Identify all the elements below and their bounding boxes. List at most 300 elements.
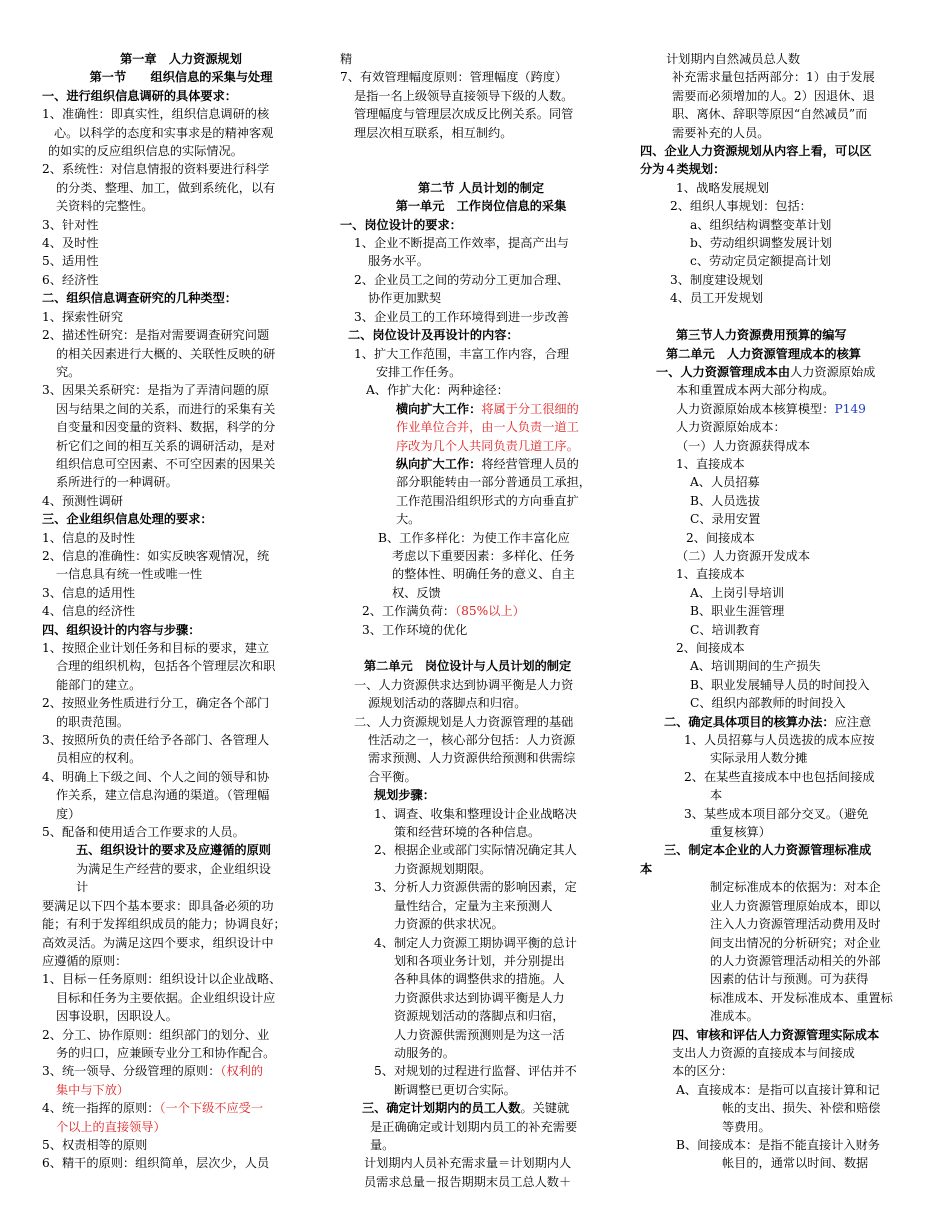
line-text: 第二单元 岗位设计与人员计划的制定: [364, 659, 572, 674]
line-text: 2、间接成本: [686, 530, 755, 545]
text-line: [42, 142, 320, 160]
line-text: 第一节 组织信息的采集与处理: [89, 70, 273, 85]
text-line: [340, 676, 622, 694]
heading-line: [640, 841, 920, 859]
line-text: 第一章 人力资源规划: [120, 52, 242, 66]
text-line: [340, 694, 622, 712]
line-continuation: 。关键就: [520, 1101, 570, 1116]
line-continuation: 将经营管理人员的: [481, 456, 579, 471]
text-line: [340, 731, 622, 749]
text-line: [640, 529, 920, 547]
line-text: b、劳动组织调整发展计划: [690, 236, 832, 251]
text-line: [42, 529, 320, 547]
text-line: [340, 768, 622, 786]
line-text: 2、系统性：对信息情报的资料要进行科学: [42, 162, 270, 177]
text-line: [640, 934, 920, 952]
text-line: [340, 437, 622, 455]
text-line: [340, 124, 622, 142]
text-line: [42, 455, 320, 473]
text-line: [42, 584, 320, 602]
text-line: [640, 437, 920, 455]
text-line: [340, 915, 622, 933]
text-line: [42, 1026, 320, 1044]
highlight-text: 集中与下放）: [56, 1082, 130, 1097]
line-text: B、工作多样化：为使工作丰富化应: [378, 530, 570, 545]
text-line: [640, 584, 920, 602]
text-line: [340, 234, 622, 252]
text-line: [340, 252, 622, 270]
text-line: [42, 234, 320, 252]
text-line: [640, 105, 920, 123]
text-line: [640, 676, 920, 694]
text-line: [340, 142, 622, 160]
line-text: 员需求总量－报告期期末员工总人数＋: [364, 1174, 572, 1189]
text-line: [640, 897, 920, 915]
line-text: 4、及时性: [42, 236, 99, 251]
heading-line: [640, 860, 920, 878]
line-text: 心。以科学的态度和实事求是的精神客观: [54, 125, 274, 140]
text-line: [340, 363, 622, 381]
line-text: 划和各项业务计划，并分别提出: [394, 953, 565, 968]
line-text: 2、信息的准确性：如实反映客观情况，统: [42, 548, 270, 563]
line-text: 间支出情况的分析研究；对企业: [710, 935, 881, 950]
line-text: 一、进行组织信息调研的具体要求：: [42, 88, 237, 103]
line-text: 5、适用性: [42, 254, 99, 269]
line-text: 因事设职，因职设人。: [56, 1009, 178, 1024]
line-text: 究。: [56, 364, 81, 379]
text-line: [340, 1136, 622, 1154]
line-text: 2、在某些直接成本中也包括间接成: [684, 769, 875, 784]
text-line: [340, 308, 622, 326]
line-text: 五、组织设计的要求及应遵循的原则: [76, 843, 271, 858]
line-text: 3、统一领导、分级管理的原则：: [42, 1064, 221, 1079]
text-line: [640, 492, 920, 510]
line-text: 2、分工、协作原则：组织部门的划分、业: [42, 1027, 270, 1042]
line-text: 各种具体的调整供求的措施。人: [394, 972, 565, 987]
text-line: [42, 1007, 320, 1025]
line-text: 1、目标－任务原则：组织设计以企业战略、: [42, 972, 282, 987]
heading-line: [640, 363, 920, 381]
text-line: [640, 621, 920, 639]
line-text: 作关系，建立信息沟通的渠道。（管理幅: [56, 788, 270, 803]
line-text: 注入人力资源管理活动费用及时: [710, 917, 881, 932]
line-text: 等费用。: [722, 1119, 771, 1134]
line-text: 本的区分：: [672, 1064, 733, 1079]
heading-line: [42, 621, 320, 639]
line-text: 规划步骤：: [374, 788, 435, 803]
line-text: 人力资源原始成本核算模型：: [676, 401, 835, 416]
line-text: （一）人力资源获得成本: [676, 438, 811, 453]
text-line: [640, 216, 920, 234]
text-line: [640, 970, 920, 988]
line-text: 四、审核和评估人力资源管理实际成本: [672, 1027, 880, 1042]
text-line: [640, 989, 920, 1007]
line-text: 2、按照业务性质进行分工，确定各个部门: [42, 696, 270, 711]
line-text: 能部门的建立。: [56, 677, 142, 692]
text-line: [640, 1044, 920, 1062]
text-line: [640, 50, 920, 68]
heading-line: [340, 326, 622, 344]
heading-line: [640, 1026, 920, 1044]
text-line: [340, 897, 622, 915]
text-line: [640, 915, 920, 933]
text-line: [42, 437, 320, 455]
line-text: 量。: [370, 1137, 395, 1152]
text-line: [340, 934, 622, 952]
text-line: [42, 1062, 320, 1080]
line-text: 帐目的，通常以时间、数据: [722, 1156, 869, 1171]
line-text: 要满足以下四个基本要求：即具备必须的功: [42, 898, 274, 913]
text-line: [340, 860, 622, 878]
text-line: [42, 786, 320, 804]
line-text: 需求预测、人力资源供给预测和供需综: [368, 751, 576, 766]
text-line: [340, 1007, 622, 1025]
line-text: 人力资源供需预测则是为这一活: [394, 1027, 565, 1042]
highlight-text: （一个下级不应受一: [159, 1101, 264, 1116]
heading-line: [42, 841, 320, 859]
line-text: 关资料的完整性。: [56, 199, 154, 214]
text-line: [42, 473, 320, 491]
line-text: 力资源供求达到协调平衡是人力: [394, 990, 565, 1005]
text-line: [42, 731, 320, 749]
text-line: [340, 492, 622, 510]
line-text: 是指一名上级领导直接领导下级的人数。: [354, 88, 574, 103]
text-line: [640, 234, 920, 252]
line-text: 因与结果之间的关系，而进行的采集有关: [56, 401, 276, 416]
text-line: [640, 547, 920, 565]
text-line: [42, 418, 320, 436]
line-text: 1、企业不断提高工作效率，提高产出与: [354, 236, 569, 251]
line-text: 一、人力资源管理成本由: [656, 364, 791, 379]
line-text: B、间接成本：是指不能直接计入财务: [676, 1137, 880, 1152]
text-line: [42, 676, 320, 694]
line-text: 三、确定计划期内的员工人数: [362, 1101, 521, 1116]
text-line: [42, 345, 320, 363]
text-line: [640, 68, 920, 86]
line-text: 目标和任务为主要依据。企业组织设计应: [56, 990, 276, 1005]
highlight-text: 个以上的直接领导）: [56, 1119, 166, 1134]
text-line: [42, 639, 320, 657]
text-line: [640, 197, 920, 215]
line-text: 析它们之间的相互关系的调研活动，是对: [56, 438, 276, 453]
text-line: [340, 621, 622, 639]
text-line: [340, 639, 622, 657]
line-text: 部分职能转由一部分普通员工承担，: [396, 475, 591, 490]
line-text: 4、制定人力资源工期协调平衡的总计: [374, 935, 577, 950]
text-line: [640, 657, 920, 675]
line-text: 3、信息的适用性: [42, 585, 136, 600]
line-text: （二）人力资源开发成本: [676, 548, 811, 563]
line-text: 需要而必须增加的人。2）因退休、退: [672, 88, 875, 103]
line-text: 第一单元 工作岗位信息的采集: [395, 199, 567, 214]
text-line: [640, 768, 920, 786]
line-text: 准成本。: [710, 1009, 759, 1024]
text-line: [42, 252, 320, 270]
line-text: 的整体性、明确任务的意义、自主: [392, 567, 575, 582]
heading-line: [640, 160, 920, 178]
line-text: 需要补充的人员。: [672, 125, 770, 140]
line-text: A、人员招募: [690, 475, 760, 490]
line-text: 源规划活动的落脚点和归宿。: [368, 696, 527, 711]
line-text: 力资源的供求状况。: [394, 917, 504, 932]
text-line: [42, 897, 320, 915]
line-text: A、直接成本：是指可以直接计算和记: [676, 1082, 880, 1097]
line-text: 三、制定本企业的人力资源管理标准成: [664, 843, 872, 858]
text-line: [340, 455, 622, 473]
line-text: A、上岗引导培训: [690, 585, 785, 600]
text-line: [340, 602, 622, 620]
line-text: 2、组织人事规划：包括：: [670, 199, 812, 214]
text-line: [42, 1118, 320, 1136]
line-text: 的相关因素进行大概的、关联性反映的研: [56, 346, 276, 361]
line-text: 计: [76, 880, 89, 895]
text-line: [42, 1154, 320, 1172]
text-line: [640, 952, 920, 970]
line-text: 一、岗位设计的要求：: [340, 217, 462, 232]
text-line: [340, 160, 622, 178]
text-line: [640, 823, 920, 841]
line-text: 3、针对性: [42, 217, 99, 232]
heading-line: [340, 657, 622, 675]
text-line: [42, 1044, 320, 1062]
line-text: C、组织内部教师的时间投入: [690, 696, 846, 711]
line-text: 安排工作任务。: [376, 364, 462, 379]
line-text: 横向扩大工作：: [396, 401, 482, 416]
line-text: 性活动之一，核心部分包括：人力资源: [368, 733, 576, 748]
text-line: [640, 602, 920, 620]
line-text: 4、员工开发规划: [670, 291, 764, 306]
text-line: [340, 510, 622, 528]
line-text: 3、分析人力资源供需的影响因素，定: [374, 880, 577, 895]
line-text: 3、制度建设规划: [670, 272, 764, 287]
line-text: 为满足生产经营的要求，企业组织设: [76, 861, 271, 876]
line-text: 7、有效管理幅度原则：管理幅度（跨度）: [340, 70, 568, 85]
line-text: 3、企业员工的工作环境得到进一步改善: [354, 309, 569, 324]
line-text: 因素的估计与预测。可为获得: [710, 972, 869, 987]
text-line: [42, 565, 320, 583]
text-line: [42, 989, 320, 1007]
text-line: [42, 952, 320, 970]
line-text: 员相应的权利。: [56, 751, 142, 766]
line-text: 四、企业人力资源规划从内容上看，可以区: [640, 144, 872, 159]
text-line: [42, 768, 320, 786]
line-continuation: 应注意: [834, 714, 872, 729]
line-text: 一、人力资源供求达到协调平衡是人力资: [354, 677, 574, 692]
line-text: 1、直接成本: [676, 567, 745, 582]
line-text: 务的归口，应兼顾专业分工和协作配合。: [56, 1045, 276, 1060]
text-line: [640, 308, 920, 326]
highlight-text: 将属于分工很细的: [481, 401, 579, 416]
line-text: 4、统一指挥的原则：: [42, 1101, 160, 1116]
heading-line: [42, 510, 320, 528]
heading-line: [42, 50, 320, 68]
text-line: [340, 271, 622, 289]
line-text: 职、离休、辞职等原因“自然减员”而: [672, 107, 868, 122]
text-line: [340, 289, 622, 307]
line-text: 权、反馈: [392, 585, 441, 600]
text-line: [42, 694, 320, 712]
text-line: [640, 124, 920, 142]
line-text: 度）: [56, 806, 81, 821]
line-text: 1、探索性研究: [42, 309, 123, 324]
line-text: 第二单元 人力资源管理成本的核算: [666, 346, 861, 361]
text-line: [42, 713, 320, 731]
line-text: 6、精干的原则：组织简单，层次少，人员: [42, 1156, 270, 1171]
text-line: [340, 841, 622, 859]
line-text: 第二节 人员计划的制定: [417, 180, 545, 195]
line-text: 二、人力资源规划是人力资源管理的基础: [354, 714, 574, 729]
text-line: [340, 1173, 622, 1191]
line-text: 考虑以下重要因素：多样化、任务: [392, 548, 575, 563]
line-text: 本: [640, 861, 653, 876]
text-line: [42, 602, 320, 620]
line-text: 2、间接成本: [676, 641, 745, 655]
line-text: 管理幅度与管理层次成反比例关系。同管: [354, 107, 574, 122]
line-text: 标准成本、开发标准成本、重置标: [710, 990, 893, 1005]
line-text: C、培训教育: [690, 622, 761, 637]
line-text: 合平衡。: [368, 769, 417, 784]
line-text: 合理的组织机构，包括各个管理层次和职: [56, 659, 276, 674]
heading-line: [42, 87, 320, 105]
line-text: 工作范围沿组织形式的方向垂直扩: [396, 493, 579, 508]
line-text: 的人力资源管理活动相关的外部: [710, 953, 881, 968]
line-text: 补充需求量包括两部分：1）由于发展: [672, 70, 875, 85]
line-text: 断调整已更切合实际。: [394, 1082, 516, 1097]
line-text: 四、组织设计的内容与步骤：: [42, 622, 201, 637]
line-text: 大。: [396, 512, 421, 527]
text-line: [42, 970, 320, 988]
text-line: [42, 400, 320, 418]
heading-line: [640, 345, 920, 363]
text-line: [42, 1136, 320, 1154]
heading-line: [340, 179, 622, 197]
text-line: [340, 970, 622, 988]
line-text: 计划期内自然减员总人数: [666, 52, 801, 66]
line-text: 3、某些成本项目部分交叉。（避免: [684, 806, 869, 821]
text-line: [640, 1007, 920, 1025]
line-text: c、劳动定员定额提高计划: [690, 254, 831, 269]
line-text: 量性结合，定量为主来预测人: [394, 898, 553, 913]
line-text: 服务水平。: [368, 254, 429, 269]
line-text: 业人力资源管理原始成本，即以: [710, 898, 881, 913]
line-text: 实际录用人数分摊: [710, 751, 808, 766]
line-text: 4、明确上下级之间、个人之间的领导和协: [42, 769, 270, 784]
line-text: 1、人员招募与人员选拔的成本应按: [684, 733, 875, 748]
text-line: [340, 952, 622, 970]
text-line: [42, 749, 320, 767]
heading-line: [340, 1099, 622, 1117]
line-text: 计划期内人员补充需求量＝计划期内人: [364, 1156, 572, 1171]
line-text: 1、准确性：即真实性，组织信息调研的核: [42, 107, 270, 122]
text-line: [640, 510, 920, 528]
text-line: [340, 547, 622, 565]
column-middle: [340, 50, 622, 1191]
line-text: 三、企业组织信息处理的要求：: [42, 512, 213, 527]
line-text: 纵向扩大工作：: [396, 456, 482, 471]
highlight-text: （权利的: [220, 1064, 264, 1079]
text-line: [42, 271, 320, 289]
text-line: [42, 326, 320, 344]
text-line: [340, 565, 622, 583]
text-line: [42, 160, 320, 178]
text-line: [42, 105, 320, 123]
text-line: [340, 713, 622, 731]
line-text: 3、按照所负的责任给予各部门、各管理人: [42, 733, 270, 748]
text-line: [42, 915, 320, 933]
heading-line: [42, 289, 320, 307]
heading-line: [340, 786, 622, 804]
text-line: [42, 1099, 320, 1117]
heading-line: [42, 68, 320, 86]
text-line: [640, 1154, 920, 1172]
line-text: 的分类、整理、加工，做到系统化，以有: [56, 180, 276, 195]
line-text: 的职责范围。: [56, 714, 130, 729]
line-text: 组织信息可空因素、不可空因素的因果关: [56, 456, 276, 471]
line-text: 策和经营环境的各种信息。: [394, 825, 541, 840]
text-line: [640, 1118, 920, 1136]
line-text: 6、经济性: [42, 272, 99, 287]
line-text: 自变量和因变量的资料、数据，科学的分: [56, 420, 276, 435]
line-text: 2、根据企业或部门实际情况确定其人: [374, 843, 577, 858]
line-text: 2、工作满负荷：: [362, 604, 456, 619]
line-text: C、录用安置: [690, 512, 761, 527]
line-text: 一信息具有统一性或唯一性: [56, 567, 203, 582]
text-line: [340, 50, 622, 68]
text-line: [340, 1081, 622, 1099]
line-text: 帐的支出、损失、补偿和赔偿: [722, 1101, 881, 1116]
line-text: 第三节人力资源费用预算的编写: [676, 328, 847, 343]
line-text: 3、因果关系研究：是指为了弄清问题的原: [42, 383, 270, 398]
line-text: 能；有利于发挥组织成员的能力；协调良好；: [42, 917, 286, 932]
text-line: [640, 473, 920, 491]
text-line: [640, 878, 920, 896]
line-text: 4、信息的经济性: [42, 604, 136, 619]
text-line: [640, 418, 920, 436]
text-line: [340, 529, 622, 547]
line-text: A、培训期间的生产损失: [690, 659, 821, 674]
line-text: 高效灵活。为满足这四个要求，组织设计中: [42, 935, 274, 950]
line-text: A、作扩大化：两种途径：: [366, 383, 509, 398]
text-line: [640, 565, 920, 583]
line-text: B、职业发展辅导人员的时间投入: [690, 677, 870, 692]
text-line: [640, 694, 920, 712]
line-text: 人力资源原始成本：: [676, 420, 786, 435]
heading-line: [640, 326, 920, 344]
text-line: [340, 1062, 622, 1080]
text-line: [42, 308, 320, 326]
line-text: 1、战略发展规划: [676, 180, 770, 195]
text-line: [640, 455, 920, 473]
text-line: [340, 473, 622, 491]
text-line: [640, 1062, 920, 1080]
line-text: 1、扩大工作范围，丰富工作内容，合理: [354, 346, 569, 361]
text-line: [640, 271, 920, 289]
text-line: [340, 1118, 622, 1136]
line-continuation: 人力资源原始成: [790, 364, 876, 379]
text-line: [42, 823, 320, 841]
line-text: 2、描述性研究：是指对需要调查研究问题: [42, 328, 270, 343]
text-line: [340, 749, 622, 767]
text-line: [42, 179, 320, 197]
page-reference: P149: [834, 401, 866, 416]
heading-line: [640, 142, 920, 160]
column-right: [640, 50, 920, 1173]
text-line: [42, 363, 320, 381]
line-text: 5、对规划的过程进行监督、评估并不: [374, 1064, 577, 1079]
text-line: [640, 805, 920, 823]
text-line: [340, 381, 622, 399]
text-line: [640, 289, 920, 307]
